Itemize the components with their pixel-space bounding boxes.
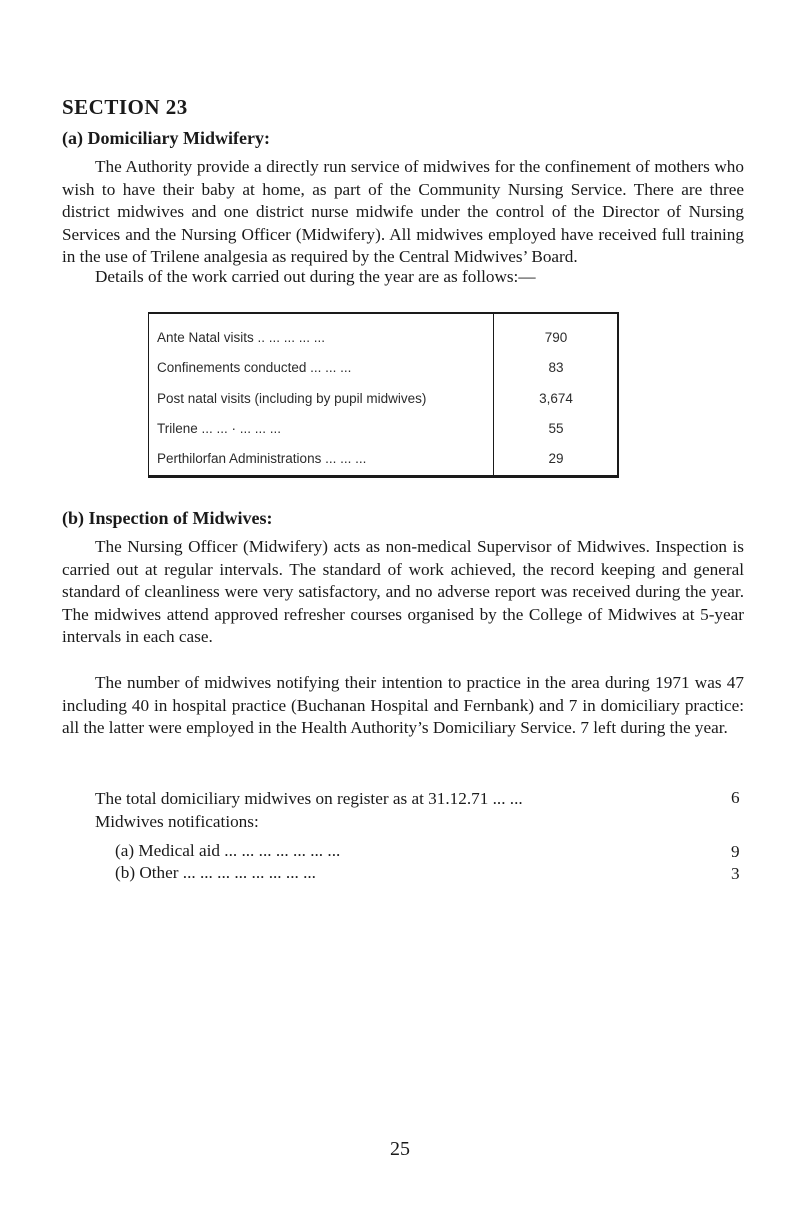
notifications-label: Midwives notifications: [95,812,259,831]
register-total-value: 6 [731,788,740,807]
work-table [148,312,619,478]
table-row-value: 55 [548,421,564,436]
notification-text: The number of midwives notifying their intention to practice in the area during 1971 was 47 including 40 in hospital practice (Buchanan Hospital and Fernbank) and 7 in domiciliary practice: all the latter were employed in the Health Authority’s Domiciliary Service. 7 left during the year. [62,673,744,738]
table-row-label: Perthilorfan Administrations ... ... ... [157,451,367,466]
inspection-paragraph [62,536,744,649]
medical-aid-label: (a) Medical aid ... ... ... ... ... ... ... [115,841,341,860]
section-title: SECTION 23 [62,95,188,119]
table-row-label: Ante Natal visits .. ... ... ... ... [157,330,326,345]
table-row-value: 29 [548,451,564,466]
table-row [149,330,617,354]
other-label: (b) Other ... ... ... ... ... ... ... ... [115,863,316,882]
table-row-value: 790 [544,330,568,345]
domiciliary-midwifery-text: The Authority provide a directly run service of midwives for the confinement of mothers who wish to have their baby at home, as part of the Community Nursing Service. There are three district midwives and one district nurse midwife under the control of the Director of Nursing Services and the Nursing Officer (Midwifery). All midwives employed have received full training in the use of Trilene analgesia as required by the Central Midwives’ Board. [62,157,744,267]
notification-paragraph [62,672,744,740]
table-row-value: 83 [548,360,564,375]
table-row [149,421,617,445]
table-row-label: Trilene ... ... · ... ... ... [157,421,282,436]
details-intro-text: Details of the work carried out during the year are as follows:— [95,267,536,286]
table-row [149,391,617,415]
table-row [149,360,617,384]
other-value: 3 [731,864,740,883]
details-intro [62,266,744,289]
domiciliary-midwifery-paragraph [62,156,744,269]
inspection-heading: (b) Inspection of Midwives: [62,508,273,528]
medical-aid-value: 9 [731,842,740,861]
register-total-label: The total domiciliary midwives on register as at 31.12.71 ... ... [95,789,523,808]
domiciliary-midwifery-heading: (a) Domiciliary Midwifery: [62,128,270,148]
table-row [149,451,617,475]
page-number: 25 [390,1138,410,1160]
table-row-value: 3,674 [539,391,573,406]
table-row-label: Confinements conducted ... ... ... [157,360,352,375]
inspection-text: The Nursing Officer (Midwifery) acts as non-medical Supervisor of Midwives. Inspection is carried out at regular intervals. The standard of work achieved, the record keeping and general standard of cleanliness were very satisfactory, and no adverse report was received during the year. The midwives attend approved refresher courses organised by the College of Midwives at 5-year intervals in each case. [62,537,744,647]
table-row-label: Post natal visits (including by pupil midwives) [157,391,427,406]
